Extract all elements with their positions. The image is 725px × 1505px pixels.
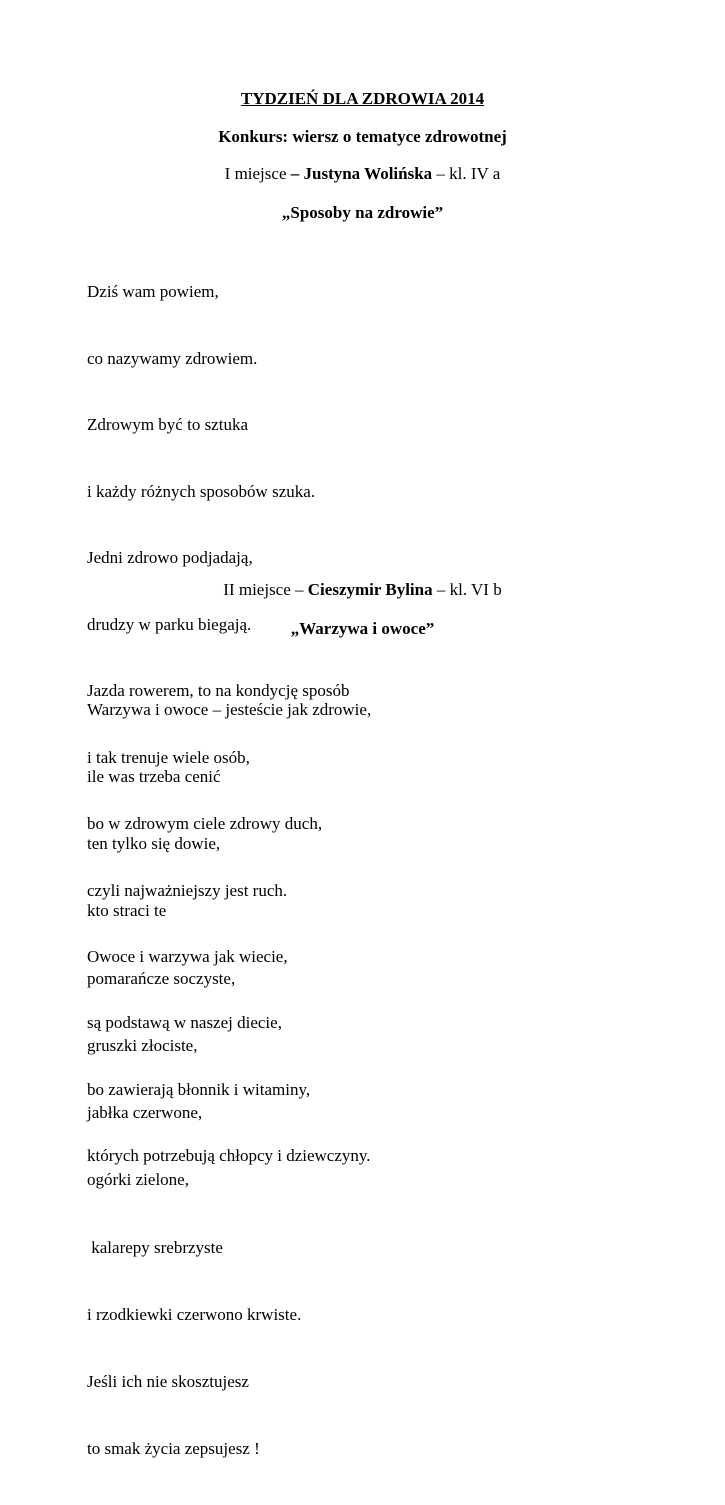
poem-line: Warzywa i owoce – jesteście jak zdrowie, bbox=[87, 699, 372, 719]
entry-1-poem-title: „Sposoby na zdrowie” bbox=[281, 203, 444, 222]
poem-line: ogórki zielone, bbox=[87, 1170, 189, 1190]
document-title: TYDZIEŃ DLA ZDROWIA 2014 bbox=[240, 89, 485, 108]
poem-line: są podstawą w naszej diecie, bbox=[87, 1013, 282, 1033]
entry-2-separator: – bbox=[290, 580, 308, 599]
poem-line: kalarepy srebrzyste bbox=[87, 1237, 223, 1257]
poem-line: bo zawierają błonnik i witaminy, bbox=[87, 1079, 311, 1099]
poem-line: Dziś wam powiem, bbox=[87, 282, 219, 302]
poem-line: i rzodkiewki czerwono krwiste. bbox=[87, 1304, 302, 1324]
poem-line: Jedni zdrowo podjadają, bbox=[87, 548, 253, 568]
poem-line: to smak życia zepsujesz ! bbox=[87, 1439, 260, 1459]
poem-line: jabłka czerwone, bbox=[87, 1103, 203, 1123]
poem-line: drudzy w parku biegają. bbox=[87, 614, 252, 634]
entry-2-place: II miejsce bbox=[223, 580, 291, 599]
poem-line: Owoce i warzywa jak wiecie, bbox=[87, 947, 288, 966]
poem-line: ile was trzeba cenić bbox=[87, 767, 221, 787]
poem-line: i każdy różnych sposobów szuka. bbox=[87, 481, 316, 501]
poem-line: kto straci te bbox=[87, 901, 167, 921]
entry-2-class: – kl. VI b bbox=[432, 580, 502, 599]
entry-1-author: Justyna Wolińska bbox=[303, 164, 433, 183]
entry-1-separator: – bbox=[286, 164, 304, 183]
poem-line: co nazywamy zdrowiem. bbox=[87, 348, 258, 368]
entry-2-place-line bbox=[0, 580, 725, 600]
entry-1-class: – kl. IV a bbox=[432, 164, 501, 183]
poem-line: których potrzebują chłopcy i dziewczyny. bbox=[87, 1146, 371, 1166]
poem-line: ten tylko się dowie, bbox=[87, 834, 221, 854]
poem-line: i tak trenuje wiele osób, bbox=[87, 747, 250, 767]
poem-line: pomarańcze soczyste, bbox=[87, 968, 236, 988]
entry-2-poem bbox=[87, 654, 371, 1505]
poem-line: gruszki złociste, bbox=[87, 1035, 198, 1055]
entry-1-place-line bbox=[0, 164, 725, 184]
poem-line: bo w zdrowym ciele zdrowy duch, bbox=[87, 814, 323, 834]
entry-1-place: I miejsce bbox=[224, 164, 287, 183]
poem-line: czyli najważniejszy jest ruch. bbox=[87, 880, 288, 900]
poem-line: Zdrowym być to sztuka bbox=[87, 415, 248, 435]
entry-2-author: Cieszymir Bylina bbox=[307, 580, 433, 599]
contest-heading: Konkurs: wiersz o tematyce zdrowotnej bbox=[218, 127, 507, 146]
entry-2-poem-title: „Warzywa i owoce” bbox=[290, 619, 435, 638]
poem-line: Jazda rowerem, to na kondycję sposób bbox=[87, 681, 350, 701]
poem-line: Jeśli ich nie skosztujesz bbox=[87, 1372, 249, 1391]
